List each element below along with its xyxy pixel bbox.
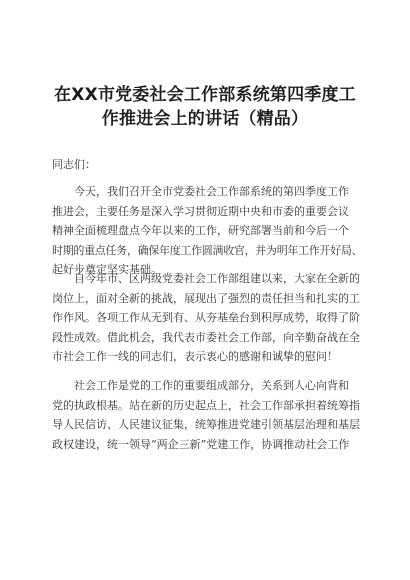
text-line: 今天，我们召开全市党委社会工作部系统的第四季度工作 — [74, 185, 349, 198]
paragraph — [52, 269, 364, 367]
text-line: 岗位上，面对全新的挑战，展现出了强烈的责任担当和扎实的工 — [52, 291, 360, 305]
text-line: 时期的重点任务，确保年度工作圆满收官，并为明年工作开好局、 — [52, 243, 363, 257]
text-line: 精神全面梳理盘点今年以来的工作，研究部署当前和今后一个 — [52, 224, 349, 238]
text-line: 自今年市、区两级党委社会工作部组建以来，大家在全新的 — [74, 272, 360, 285]
text-line: 社会工作是党的工作的重要组成部分，关系到人心向背和 — [74, 379, 349, 392]
text-line: 作作风。各项工作从无到有、从夯基垒台到积厚成势，取得了阶 — [52, 311, 360, 325]
text-line: 市社会工作一线的同志们，表示衷心的感谢和诚挚的慰问！ — [52, 350, 338, 364]
text-line: 导人民信访、人民建议征集，统筹推进党建引领基层治理和基层 — [52, 418, 360, 432]
text-line: 党的执政根基。站在新的历史起点上，社会工作部承担着统筹指 — [52, 398, 360, 412]
title-line: 作推进会上的讲话（精品） — [101, 109, 309, 129]
text-line: 起好步奠定坚实基础。 — [52, 263, 162, 277]
title-line: 在XX市党委社会工作部系统第四季度工 — [54, 85, 356, 105]
text-line: 推进会，主要任务是深入学习贯彻近期中央和市委的重要会议 — [52, 204, 349, 218]
greeting: 同志们： — [52, 158, 96, 171]
text-line: 政权建设，统一领导“两企三新”党建工作，协调推动社会工作 — [52, 437, 350, 451]
document-title — [54, 83, 356, 131]
paragraph — [52, 182, 364, 280]
paragraph — [52, 376, 364, 454]
text-line: 段性成效。借此机会，我代表市委社会工作部，向辛勤奋战在全 — [52, 330, 360, 344]
